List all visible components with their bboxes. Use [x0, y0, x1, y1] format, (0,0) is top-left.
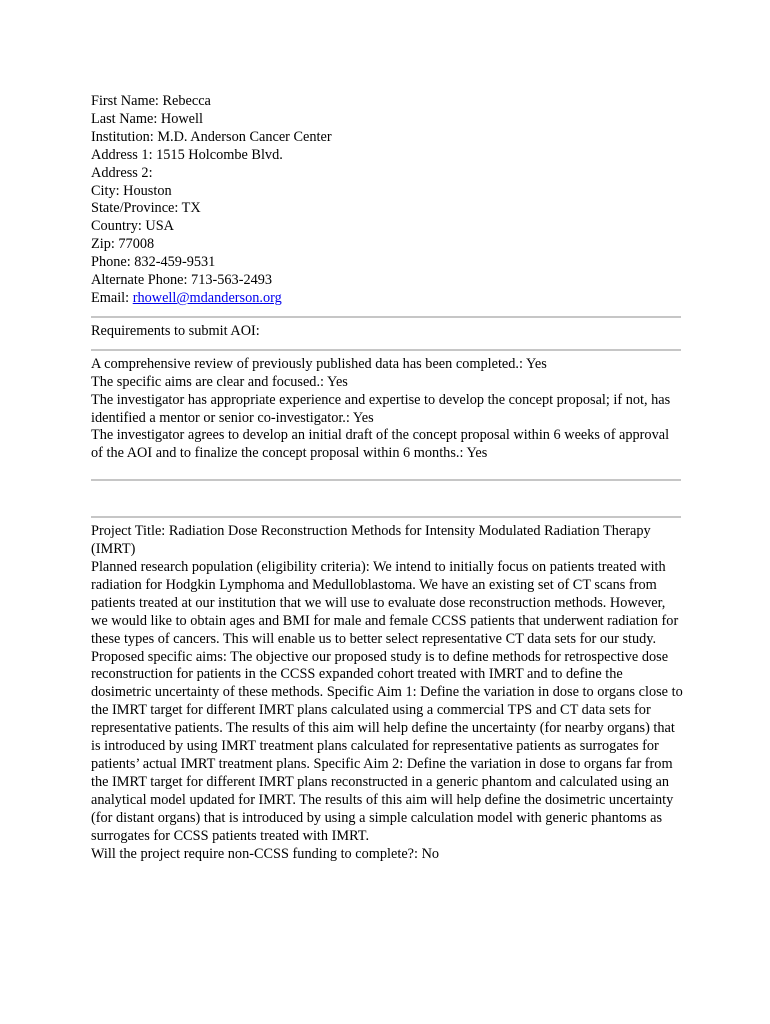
email-link[interactable]: rhowell@mdanderson.org: [132, 289, 282, 306]
zip-field: Zip: 77008: [91, 236, 155, 253]
requirement-item: The investigator has appropriate experience and expertise to develop the concept proposal; if not, has identified a mentor or senior co-investigator.: Yes: [91, 391, 671, 426]
last-name-field: Last Name: Howell: [91, 110, 203, 127]
phone-field: Phone: 832-459-9531: [91, 254, 216, 271]
project-block: [91, 523, 683, 863]
requirement-item: A comprehensive review of previously published data has been completed.: Yes: [91, 355, 547, 372]
divider: [91, 479, 681, 481]
divider: [91, 349, 681, 351]
divider: [91, 516, 681, 518]
alt-phone-field: Alternate Phone: 713-563-2493: [91, 272, 273, 289]
divider: [91, 316, 681, 318]
address2-field: Address 2:: [91, 164, 153, 181]
research-population: Planned research population (eligibility criteria): We intend to initially focus on patients treated with radiation for Hodgkin Lymphoma and Medulloblastoma. We have an existing set of CT scans from patients treated at our institution that we will use to evaluate dose reconstruction methods. However, we would like to obtain ages and BMI for male and female CCSS patients that underwent radiation for these types of cancers. This will enable us to better select representative CT data sets for our study.: [91, 559, 679, 647]
address1-field: Address 1: 1515 Holcombe Blvd.: [91, 146, 283, 163]
requirement-item: The investigator agrees to develop an initial draft of the concept proposal within 6 weeks of approval of the AOI and to finalize the concept proposal within 6 months.: Yes: [91, 427, 670, 462]
contact-block: [91, 93, 683, 308]
project-title: Project Title: Radiation Dose Reconstruction Methods for Intensity Modulated Radiation Therapy (IMRT): [91, 523, 651, 558]
country-field: Country: USA: [91, 218, 175, 235]
email-label: Email:: [91, 289, 133, 306]
first-name-field: First Name: Rebecca: [91, 93, 211, 109]
specific-aims: Proposed specific aims: The objective our proposed study is to define methods for retrospective dose reconstruction for patients in the CCSS expanded cohort treated with IMRT and to define the dosimetric uncertainty of these methods. Specific Aim 1: Define the variation in dose to organs close to the IMRT target for different IMRT plans calculated using a commercial TPS and CT data sets for representative patients. The results of this aim will help define the uncertainty (for nearby organs) that is introduced by using IMRT treatment plans calculated for representative patients as surrogates for patients’ actual IMRT treatment plans. Specific Aim 2: Define the variation in dose to organs far from the IMRT target for different IMRT plans reconstructed in a generic phantom and calculated using an analytical model updated for IMRT. The results of this aim will help define the dosimetric uncertainty (for distant organs) that is introduced by using a simple calculation model with generic phantoms as surrogates for CCSS patients treated with IMRT.: [91, 648, 683, 844]
document-body: [91, 93, 683, 863]
city-field: City: Houston: [91, 182, 172, 199]
funding-question: Will the project require non-CCSS funding to complete?: No: [91, 845, 440, 862]
requirements-list: [91, 356, 683, 463]
institution-field: Institution: M.D. Anderson Cancer Center: [91, 128, 332, 145]
state-field: State/Province: TX: [91, 200, 201, 217]
email-field: [91, 290, 683, 308]
requirements-heading: Requirements to submit AOI:: [91, 322, 260, 339]
requirement-item: The specific aims are clear and focused.: Yes: [91, 373, 348, 390]
